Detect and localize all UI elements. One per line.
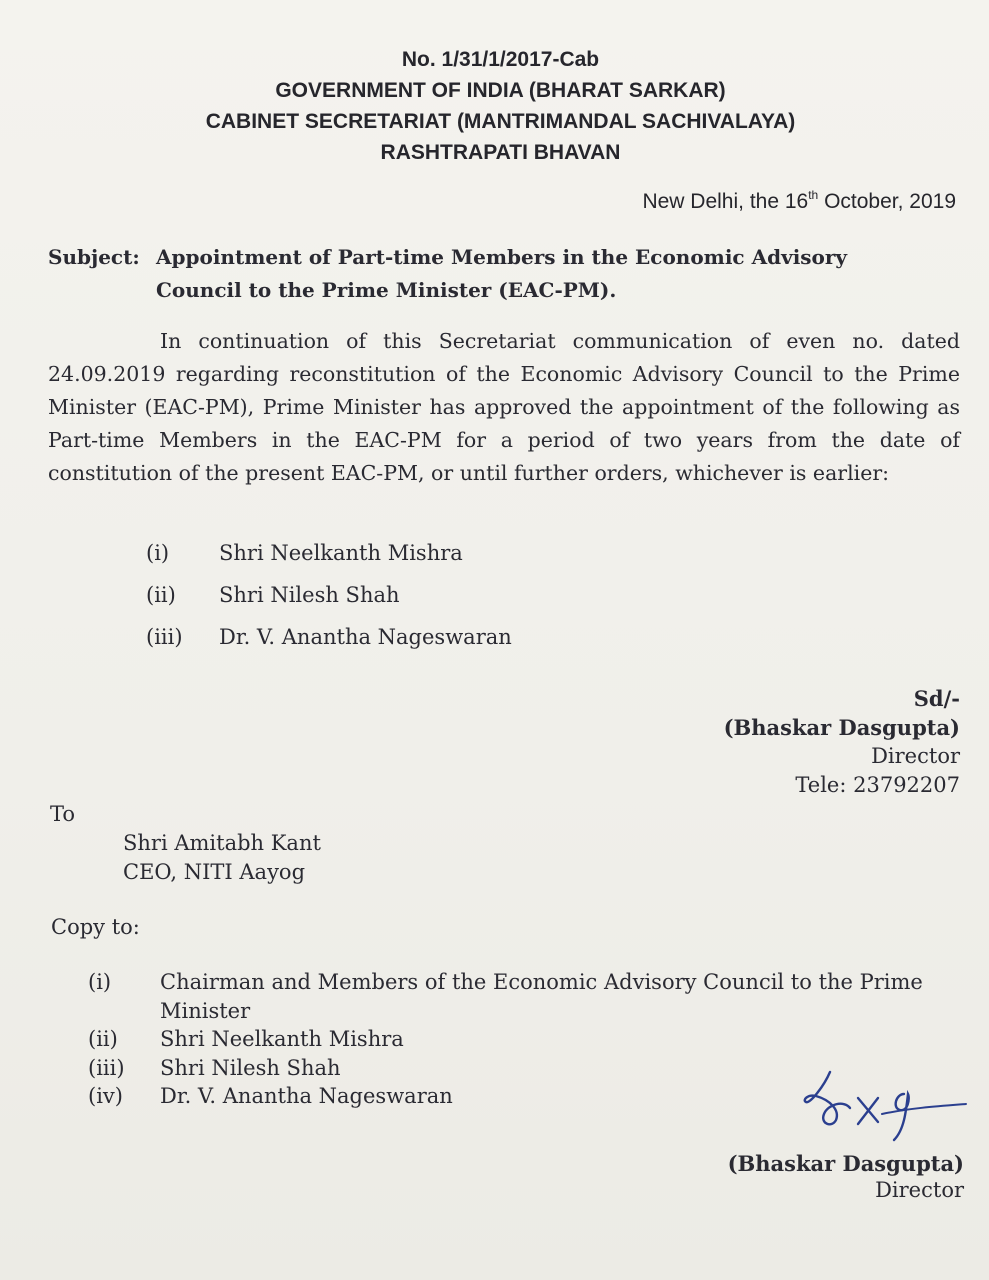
list-item-number: (i): [146, 541, 170, 565]
signatory-designation: Director: [875, 1178, 964, 1202]
body-paragraph: [48, 325, 960, 490]
list-item-number: (iii): [146, 625, 183, 649]
letterhead-line-1: GOVERNMENT OF INDIA (BHARAT SARKAR): [275, 79, 726, 102]
subject-label: Subject:: [48, 245, 140, 269]
list-item-name: Shri Neelkanth Mishra: [219, 541, 463, 565]
list-item-name: Shri Nilesh Shah: [219, 583, 400, 607]
to-label: To: [50, 802, 76, 826]
addressee: [123, 829, 321, 887]
list-item-number: (iii): [88, 1055, 125, 1080]
subject-line-1: Appointment of Part-time Members in the Economic Advisory: [156, 245, 848, 269]
list-item: [146, 583, 512, 625]
list-item: [88, 968, 948, 1025]
signatory-designation: Director: [871, 744, 960, 768]
subject: [48, 241, 960, 307]
signatory-name: (Bhaskar Dasgupta): [723, 715, 960, 740]
letterhead: [0, 44, 989, 168]
list-item-text: Dr. V. Anantha Nageswaran: [160, 1084, 453, 1108]
list-item-number: (iv): [88, 1084, 123, 1108]
addressee-designation: CEO, NITI Aayog: [123, 860, 306, 884]
addressee-name: Shri Amitabh Kant: [123, 831, 321, 855]
signatory-name: (Bhaskar Dasgupta): [727, 1151, 964, 1176]
copy-to-label: Copy to:: [51, 915, 140, 939]
date-rest: October, 2019: [818, 190, 956, 213]
letterhead-line-2: CABINET SECRETARIAT (MANTRIMANDAL SACHIVALAYA): [205, 110, 796, 133]
list-item-text: Chairman and Members of the Economic Advisory Council to the Prime Minister: [160, 970, 923, 1023]
list-item: [146, 625, 512, 667]
subject-line-2: Council to the Prime Minister (EAC-PM).: [156, 278, 617, 302]
list-item-number: (i): [88, 970, 112, 994]
list-item-number: (ii): [146, 583, 176, 607]
list-item-text: Shri Neelkanth Mishra: [160, 1027, 404, 1051]
handwritten-signature: [800, 1064, 970, 1148]
members-list: [146, 541, 512, 667]
letterhead-line-3: RASHTRAPATI BHAVAN: [380, 141, 621, 164]
date-prefix: New Delhi, the 16: [642, 190, 809, 213]
list-item: [88, 1025, 948, 1054]
file-number: No. 1/31/1/2017-Cab: [401, 48, 600, 71]
list-item-text: Shri Nilesh Shah: [160, 1055, 341, 1080]
list-item: [146, 541, 512, 583]
list-item-name: Dr. V. Anantha Nageswaran: [219, 625, 512, 649]
signature-block-1: [724, 684, 960, 800]
letter-date: [642, 188, 956, 214]
signatory-telephone: Tele: 23792207: [795, 773, 960, 797]
list-item-number: (ii): [88, 1027, 118, 1051]
signature-block-2: [728, 1150, 964, 1204]
date-suffix: th: [808, 188, 819, 202]
sd-mark: Sd/-: [913, 686, 960, 711]
body-paragraph-text: In continuation of this Secretariat communication of even no. dated 24.09.2019 regarding reconstitution of the Economic Advisory Council to the Prime Minister (EAC-PM), Prime Minister has approved the appointment of the following as Part-time Members in the EAC-PM for a period of two years from the date of constitution of the present EAC-PM, or until further orders, whichever is earlier:: [48, 329, 960, 485]
